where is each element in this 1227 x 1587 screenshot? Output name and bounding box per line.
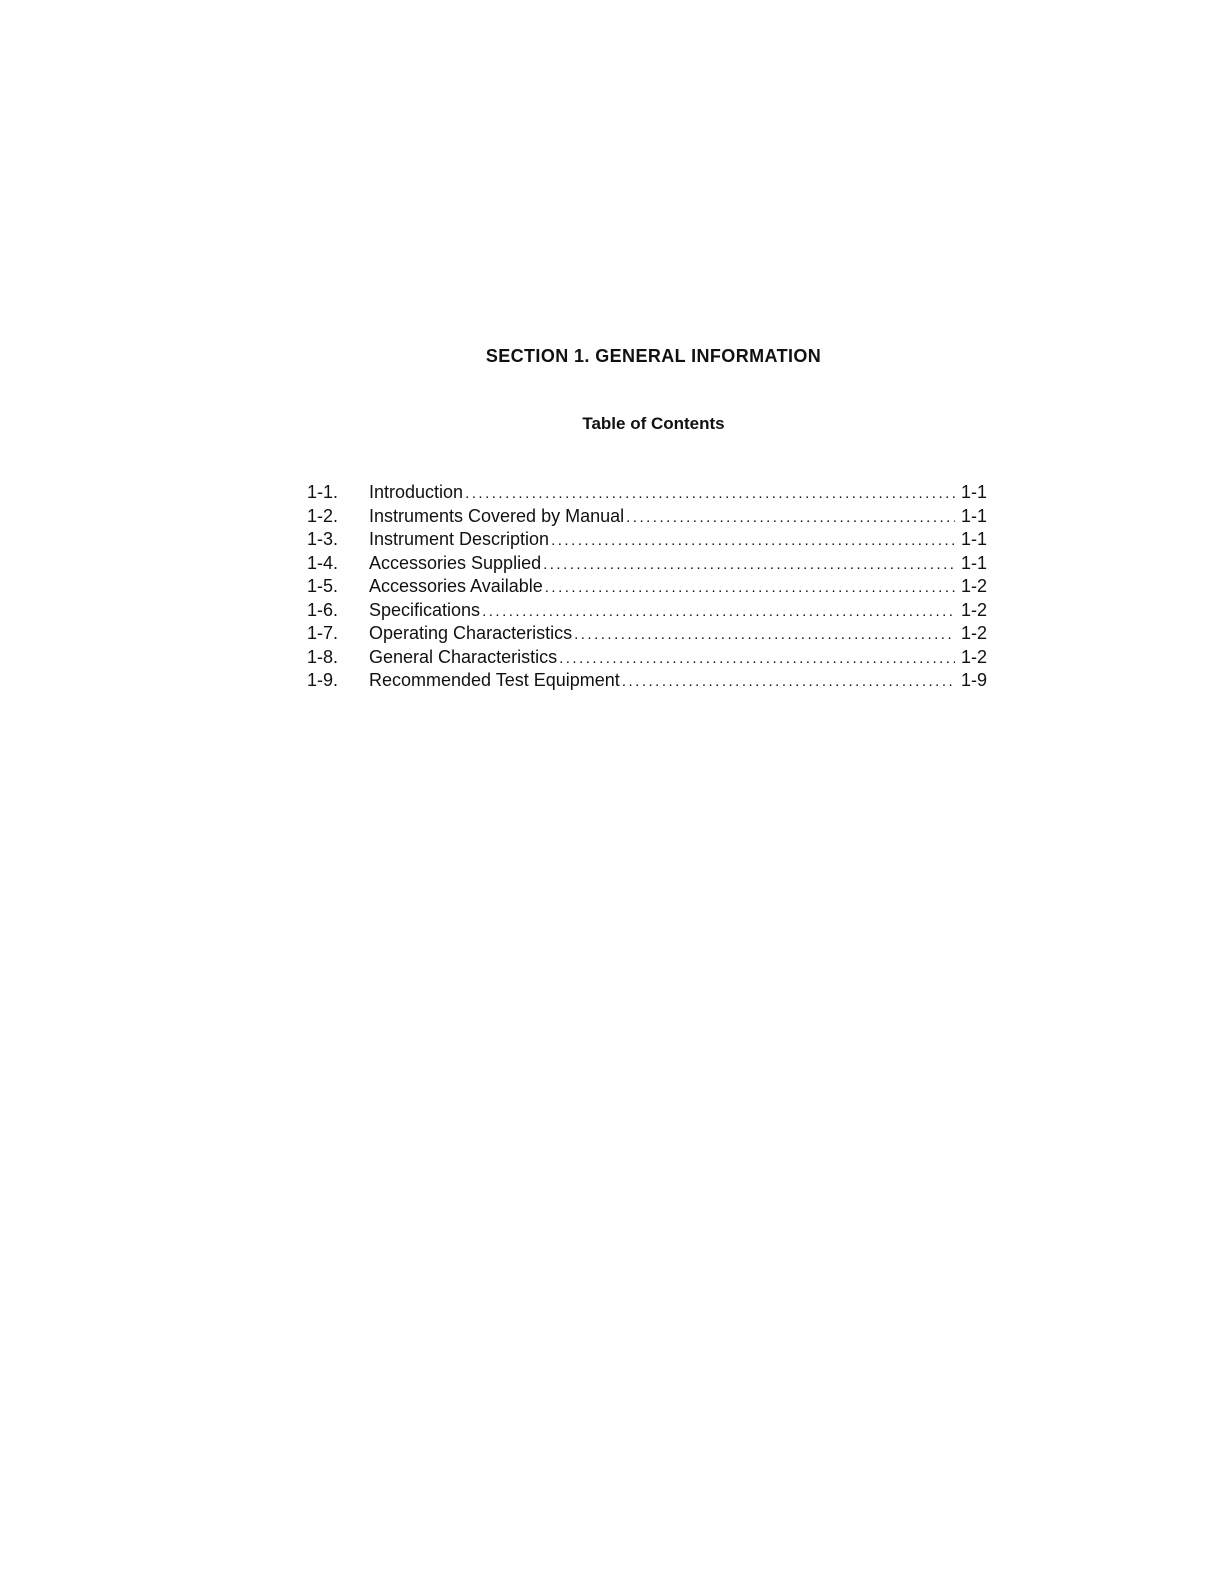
dot-leader bbox=[545, 576, 955, 600]
toc-entry[interactable] bbox=[307, 528, 997, 552]
toc-entry-title: Operating Characteristics bbox=[369, 623, 573, 643]
toc-title: Table of Contents bbox=[582, 414, 725, 433]
dot-leader bbox=[551, 529, 955, 553]
toc-entry-page: 1-9 bbox=[961, 670, 988, 690]
toc-entry-title: Instrument Description bbox=[369, 529, 550, 549]
dot-leader bbox=[559, 647, 955, 671]
toc-entry-title: Specifications bbox=[369, 599, 481, 620]
toc-entry-page: 1-2 bbox=[961, 576, 988, 596]
toc-entry-title: General Characteristics bbox=[369, 646, 558, 667]
toc-entry-title: Instruments Covered by Manual bbox=[369, 505, 625, 526]
toc-entry[interactable] bbox=[307, 599, 997, 623]
toc-entry-number: 1-2. bbox=[307, 505, 339, 526]
toc-list bbox=[307, 481, 997, 693]
toc-entry-number: 1-6. bbox=[307, 599, 339, 620]
toc-entry-page: 1-2 bbox=[961, 623, 988, 643]
toc-entry-title: Accessories Available bbox=[369, 576, 543, 596]
toc-entry-page: 1-2 bbox=[961, 646, 988, 667]
toc-entry-number: 1-7. bbox=[307, 623, 339, 643]
toc-entry-number: 1-4. bbox=[307, 552, 339, 573]
toc-entry[interactable] bbox=[307, 575, 997, 599]
section-title: SECTION 1. GENERAL INFORMATION bbox=[485, 346, 822, 366]
toc-entry[interactable] bbox=[307, 646, 997, 670]
dot-leader bbox=[626, 506, 955, 530]
dot-leader bbox=[543, 553, 955, 577]
toc-entry-page: 1-1 bbox=[961, 529, 988, 549]
toc-entry[interactable] bbox=[307, 481, 997, 505]
toc-entry-title: Recommended Test Equipment bbox=[369, 670, 620, 690]
toc-entry-page: 1-1 bbox=[961, 505, 988, 526]
dot-leader bbox=[574, 623, 955, 647]
toc-entry-number: 1-5. bbox=[307, 576, 339, 596]
toc-entry[interactable] bbox=[307, 622, 997, 646]
toc-entry-number: 1-3. bbox=[307, 529, 339, 549]
toc-entry[interactable] bbox=[307, 669, 997, 693]
toc-entry-title: Accessories Supplied bbox=[369, 552, 542, 573]
toc-entry-page: 1-1 bbox=[961, 552, 988, 573]
dot-leader bbox=[622, 670, 955, 694]
dot-leader bbox=[465, 482, 955, 506]
toc-entry-number: 1-8. bbox=[307, 646, 339, 667]
toc-entry-title: Introduction bbox=[369, 482, 464, 502]
toc-entry-page: 1-2 bbox=[961, 599, 988, 620]
toc-entry-page: 1-1 bbox=[961, 482, 988, 502]
toc-entry-number: 1-9. bbox=[307, 670, 339, 690]
toc-entry[interactable] bbox=[307, 505, 997, 529]
toc-entry[interactable] bbox=[307, 552, 997, 576]
dot-leader bbox=[482, 600, 955, 624]
toc-entry-number: 1-1. bbox=[307, 482, 339, 502]
